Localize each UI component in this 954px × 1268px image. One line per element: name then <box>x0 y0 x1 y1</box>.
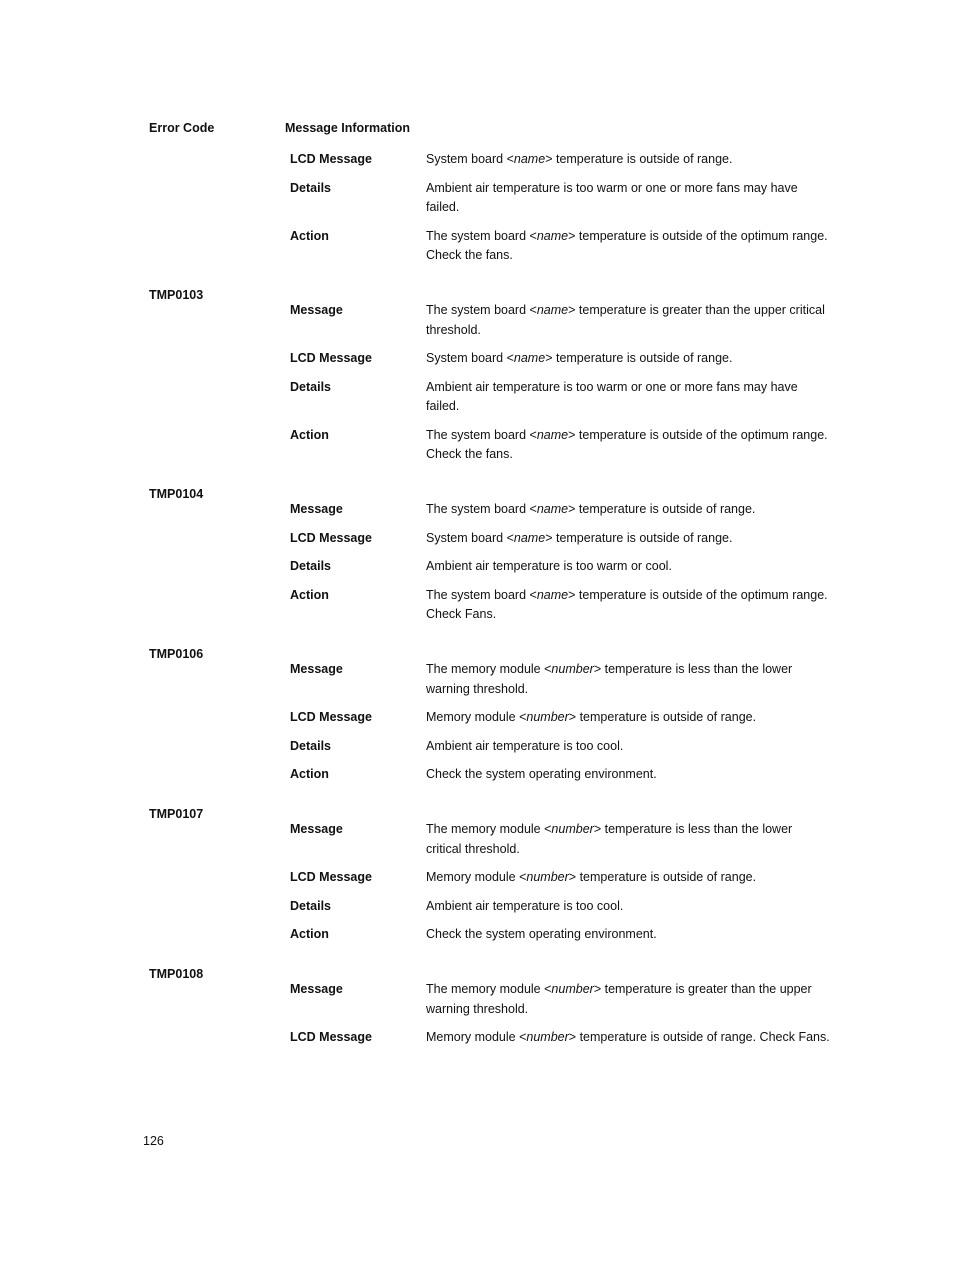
row-label: Details <box>290 738 331 753</box>
continued-entry-rows <box>0 150 954 275</box>
info-row <box>0 737 954 757</box>
row-text: The system board <name> temperature is greater than the upper critical threshold. <box>426 303 825 337</box>
row-text: System board <name> temperature is outside of range. <box>426 530 733 545</box>
row-label: Message <box>290 822 343 836</box>
info-row <box>0 708 954 728</box>
placeholder-term: number <box>551 822 594 836</box>
row-label: Details <box>290 180 331 195</box>
placeholder-term: name <box>513 351 546 365</box>
row-text: The system board <name> temperature is outside of range. <box>426 502 756 516</box>
row-text: Memory module <number> temperature is outside of range. Check Fans. <box>426 1030 830 1044</box>
error-code: TMP0103 <box>149 288 204 302</box>
row-text: Ambient air temperature is too warm or cool. <box>426 559 672 573</box>
placeholder-term: name <box>536 502 569 516</box>
row-text: Ambient air temperature is too warm or one or more fans may have failed. <box>426 379 798 413</box>
row-label: LCD Message <box>290 152 372 166</box>
placeholder-term: number <box>526 870 569 884</box>
entry-rows <box>0 660 954 794</box>
row-label: Action <box>290 927 329 941</box>
row-text: Check the system operating environment. <box>426 767 657 781</box>
row-text: System board <name> temperature is outside of range. <box>426 152 733 166</box>
error-code: TMP0106 <box>149 647 204 661</box>
row-text: Check the system operating environment. <box>426 927 657 941</box>
row-label: Details <box>290 559 331 573</box>
info-row <box>0 150 954 170</box>
row-text: Ambient air temperature is too warm or one or more fans may have failed. <box>426 180 798 214</box>
info-row <box>0 868 954 888</box>
row-text: The memory module <number> temperature is greater than the upper warning threshold. <box>426 982 812 1016</box>
row-label: Action <box>290 427 329 442</box>
info-row <box>0 586 954 625</box>
row-text: Memory module <number> temperature is outside of range. <box>426 870 757 884</box>
info-row <box>0 227 954 266</box>
row-text: Ambient air temperature is too cool. <box>426 898 624 913</box>
info-row <box>0 925 954 945</box>
placeholder-term: name <box>536 303 569 317</box>
row-text: The memory module <number> temperature is less than the lower warning threshold. <box>426 662 793 696</box>
placeholder-term: number <box>526 710 569 724</box>
row-text: Memory module <number> temperature is outside of range. <box>426 710 757 724</box>
info-row <box>0 660 954 699</box>
row-text: Ambient air temperature is too cool. <box>426 738 624 753</box>
info-row <box>0 349 954 369</box>
header-message-information: Message Information <box>285 121 411 135</box>
page-number: 126 <box>143 1134 164 1148</box>
info-row <box>0 426 954 465</box>
placeholder-term: name <box>536 427 569 442</box>
info-row <box>0 1028 954 1048</box>
header-error-code: Error Code <box>149 121 215 135</box>
info-row <box>0 378 954 417</box>
info-row <box>0 179 954 218</box>
error-code: TMP0107 <box>149 807 204 821</box>
row-label: Message <box>290 662 343 676</box>
info-row <box>0 500 954 520</box>
row-label: LCD Message <box>290 870 372 884</box>
placeholder-term: number <box>551 662 594 676</box>
row-text: The system board <name> temperature is outside of the optimum range. Check Fans. <box>426 587 828 621</box>
info-row <box>0 557 954 577</box>
entry-rows <box>0 500 954 634</box>
error-code: TMP0104 <box>149 487 204 501</box>
row-label: LCD Message <box>290 530 372 545</box>
info-row <box>0 529 954 549</box>
row-label: LCD Message <box>290 710 372 724</box>
row-label: Details <box>290 898 331 913</box>
row-text: The system board <name> temperature is outside of the optimum range. Check the fans. <box>426 228 828 262</box>
entry-rows <box>0 301 954 474</box>
info-row <box>0 820 954 859</box>
info-row <box>0 980 954 1019</box>
placeholder-term: name <box>513 152 546 166</box>
info-row <box>0 897 954 917</box>
entry-rows <box>0 820 954 954</box>
placeholder-term: number <box>526 1030 569 1044</box>
error-code: TMP0108 <box>149 967 204 981</box>
info-row <box>0 765 954 785</box>
placeholder-term: name <box>513 530 546 545</box>
row-label: Action <box>290 767 329 781</box>
row-label: Message <box>290 982 343 996</box>
row-label: Details <box>290 379 331 394</box>
row-label: Message <box>290 502 343 516</box>
row-text: The system board <name> temperature is outside of the optimum range. Check the fans. <box>426 427 828 461</box>
row-label: Message <box>290 303 343 317</box>
row-label: Action <box>290 587 329 602</box>
placeholder-term: name <box>536 228 569 243</box>
table-header <box>149 121 849 139</box>
row-text: System board <name> temperature is outside of range. <box>426 351 733 365</box>
placeholder-term: number <box>551 982 594 996</box>
placeholder-term: name <box>536 587 569 602</box>
row-label: LCD Message <box>290 351 372 365</box>
entry-rows <box>0 980 954 1057</box>
row-label: LCD Message <box>290 1030 372 1044</box>
row-label: Action <box>290 228 329 243</box>
row-text: The memory module <number> temperature is less than the lower critical threshold. <box>426 822 793 856</box>
info-row <box>0 301 954 340</box>
